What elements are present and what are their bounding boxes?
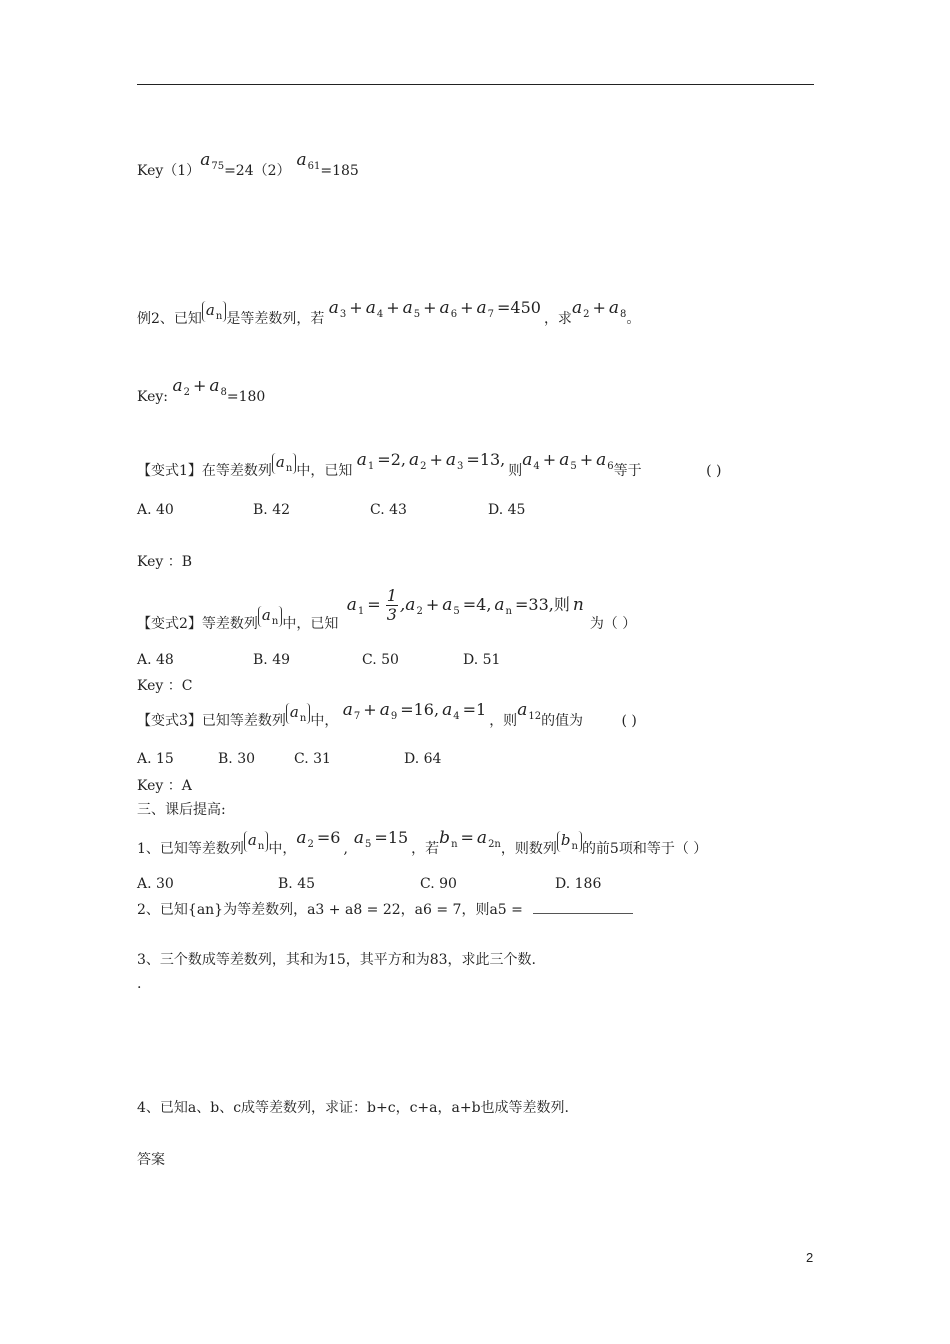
ex2-prefix: 例2、已知 [137, 311, 202, 327]
v1-key: Key ：B [137, 554, 193, 570]
v1-tag: 【变式1】 [137, 463, 202, 479]
v3-tag: 【变式3】 [137, 713, 202, 729]
q1-mid: 中， [268, 841, 297, 857]
header-rule [137, 84, 814, 85]
v1-mid: 中，已知 [296, 463, 353, 479]
seq-an: $a_n$ [258, 606, 282, 627]
q1-if: ，若 [411, 841, 440, 857]
v1-then: 则 [508, 463, 523, 479]
q1-option-a: A. 30 [137, 876, 174, 892]
q3-dot: . [137, 976, 142, 992]
q1-bn: $b_n = a_{2n}$ [439, 828, 501, 850]
q2-answer-blank[interactable] [533, 901, 633, 914]
q1-a5: $a_5 =15$ [353, 828, 409, 850]
key2-value: =185 [320, 163, 359, 179]
seq-an: $a_n$ [286, 703, 310, 724]
v2-pre: 等差数列 [201, 616, 258, 632]
q1-pre: 1、已知等差数列 [137, 841, 244, 857]
ex2-mid: 是等差数列，若 [226, 311, 325, 327]
key-line-1 [137, 150, 359, 183]
math-a75: $a_{75}$ [200, 150, 225, 172]
v2-tag: 【变式2】 [137, 616, 202, 632]
v3-cond: $a_7 + a_9 =16$, $a_4 =1$ [342, 700, 487, 722]
v1-paren: ( ) [706, 463, 722, 479]
v3-then: ，则 [489, 713, 518, 729]
question-3: 3、三个数成等差数列，其和为15，其平方和为83，求此三个数. [137, 952, 536, 968]
v2-key: Key ：C [137, 678, 193, 694]
seq-an: $a_n$ [272, 453, 296, 474]
v3-option-b: B. 30 [218, 751, 256, 767]
v3-tail: 的值为 [541, 713, 584, 729]
v1-option-d: D. 45 [488, 502, 526, 518]
section-heading: 三、课后提高: [137, 802, 226, 818]
ex2-sum: $a_3 + a_4 + a_5 + a_6 + a_7 =450$ [328, 298, 541, 320]
variant-3 [137, 700, 637, 733]
v2-cond: $a_1$ = $\frac{1}{3}$ $,a_2 + a_5 =4$, $a_n =33$,则 n [346, 586, 584, 624]
example-2 [137, 298, 641, 331]
key2-expr: $a_2 + a_8$ [172, 376, 227, 398]
v2-tail: 为（ ） [589, 616, 637, 632]
v2-option-b: B. 49 [253, 652, 291, 668]
question-4: 4、已知a、b、c成等差数列，求证：b+c，c+a，a+b也成等差数列. [137, 1100, 569, 1116]
question-2 [137, 900, 633, 920]
v3-option-c: C. 31 [294, 751, 331, 767]
seq-an: $a_n$ [202, 301, 226, 322]
seq-bn: $b_n$ [557, 831, 582, 852]
q1-a2: $a_2 =6$ [296, 828, 341, 850]
v1-pre: 在等差数列 [201, 463, 272, 479]
q1-option-d: D. 186 [555, 876, 602, 892]
v2-option-a: A. 48 [137, 652, 174, 668]
ex2-end: 。 [626, 311, 641, 327]
v3-a12: $a_{12}$ [517, 700, 542, 722]
ex2-target: $a_2 + a_8$ [571, 298, 627, 320]
v3-pre: 已知等差数列 [201, 713, 286, 729]
key1-value: =24（2） [224, 163, 291, 179]
v2-option-c: C. 50 [362, 652, 399, 668]
answer-heading: 答案 [137, 1152, 165, 1168]
key-line-2 [137, 376, 266, 409]
v1-tail: 等于 [613, 463, 642, 479]
v3-option-d: D. 64 [404, 751, 442, 767]
v1-expr: $a_4 + a_5 + a_6$ [522, 450, 614, 472]
q1-tail: 的前5项和等于（ ） [581, 841, 708, 857]
page-number: 2 [806, 1250, 814, 1265]
variant-2 [137, 586, 637, 642]
v3-key: Key ：A [137, 778, 192, 794]
key2-label: Key: [137, 389, 168, 405]
q1-option-b: B. 45 [278, 876, 316, 892]
v3-option-a: A. 15 [137, 751, 174, 767]
key2-val: =180 [226, 389, 266, 405]
v1-option-a: A. 40 [137, 502, 174, 518]
seq-an: $a_n$ [244, 831, 268, 852]
math-a61: $a_{61}$ [296, 150, 321, 172]
key-label: Key（1） [137, 163, 201, 179]
ex2-ask: ，求 [543, 311, 572, 327]
q1-option-c: C. 90 [420, 876, 457, 892]
v3-mid: 中， [310, 713, 339, 729]
v3-paren: ( ) [621, 713, 637, 729]
question-1: 1、已知等差数列 $a_n$ 中，$a_2 =6,a_5 =15$，若$b_n = a_{2n}$，则数列 $b_n$ 的前5项和等于（ ） [137, 828, 708, 857]
v1-cond: $a_1 =2$, $a_2 + a_3 =13$, [356, 450, 506, 472]
v2-option-d: D. 51 [463, 652, 501, 668]
q1-then: ，则数列 [500, 841, 557, 857]
v1-option-c: C. 43 [370, 502, 407, 518]
v2-mid: 中，已知 [282, 616, 339, 632]
v1-option-b: B. 42 [253, 502, 291, 518]
q2-text: 2、已知{an}为等差数列，a3 + a8 = 22，a6 = 7，则a5 = [137, 902, 523, 918]
variant-1 [137, 450, 722, 483]
